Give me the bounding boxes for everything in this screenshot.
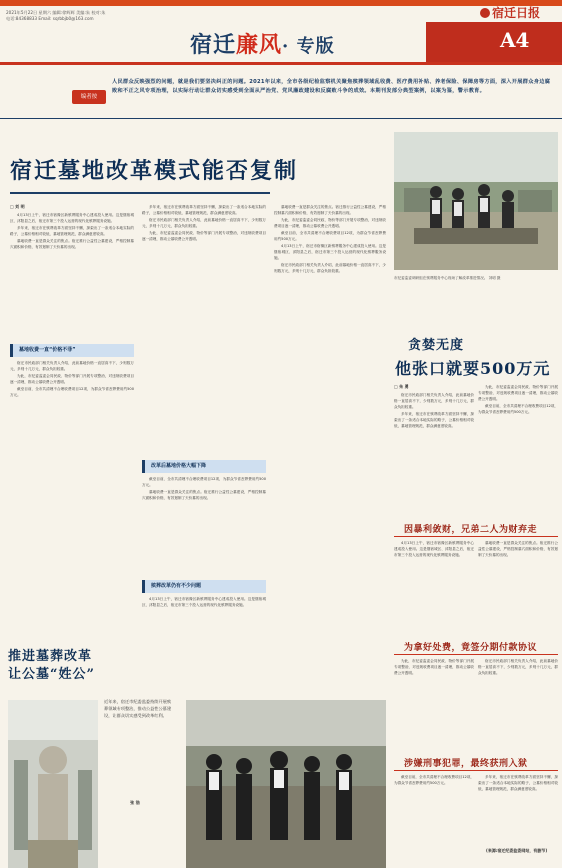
photo-cemetery-statue <box>8 700 98 868</box>
section-title <box>190 28 335 58</box>
story2-paragraph: 多年来，宿迁市在殡葬改革方面坚持不懈，探索出了一条适合本地实际的路子，公墓价格相对较低，墓地管理规范，群众满意度较高。 <box>478 775 558 791</box>
story2-column-5 <box>394 658 474 742</box>
intro-divider <box>0 118 562 119</box>
story1-paragraph: 为此，市纪委监委会同民政、物价等部门开展专项整治，对违规收费项目逐一清理，推动公墓收费公开透明。 <box>274 218 386 228</box>
section-c-rule <box>394 770 558 771</box>
editor-note <box>72 78 552 118</box>
logo-icon <box>480 8 490 18</box>
story2-paragraph: 宿迁市民政部门相关负责人介绍，此前墓地价格一直居高不下，少则数万元，多则十几万元，群众负担较重。 <box>394 393 474 409</box>
photo-officials-inspection <box>186 700 386 868</box>
editor-note-text: 人民群众反映强烈的问题，就是我们要坚决纠正的问题。2021年以来，全市各级纪检监察机关聚焦殡葬领域乱收费、医疗费用补贴、养老保险、保障房等方面，深入开展群众身边腐败和不正之风专项治理，以实际行动让群众切实感受到全面从严治党、党风廉政建设和反腐败斗争的成效。本期刊发部分典型案例，以案为鉴，警示教育。 <box>112 79 551 94</box>
feature-side-text: 近年来，宿迁市纪委监委持续开展殡葬领域专项整治，推动公益性公墓建设，让群众切实感受到改革红利。 <box>104 699 172 718</box>
headline-rule <box>10 192 270 194</box>
story1-paragraph: 多年来，宿迁市在殡葬改革方面坚持不懈，探索出了一条适合本地实际的路子，公墓价格相对较低，墓地管理规范，群众满意度较高。 <box>142 205 266 215</box>
story2-section-b: 为拿好处费，竟签分期付款协议 <box>404 643 538 653</box>
story1-paragraph: 宿迁市民政部门相关负责人介绍，此前墓地价格一直居高不下，少则数万元，多则十几万元，群众负担较重。 <box>10 361 134 371</box>
story1-byline: □ 刘 明 <box>10 204 25 209</box>
story2-section-a: 因暴利敛财，兄弟二人为财弃走 <box>404 525 538 535</box>
section-title-part1: 宿迁 <box>190 32 237 58</box>
masthead-stripe <box>0 0 562 6</box>
story2-column-1 <box>394 384 474 520</box>
feature-title-line2: 让公墓“姓公” <box>8 667 95 682</box>
story1-paragraph: 为此，市纪委监委会同民政、物价等部门开展专项整治，对违规收费项目逐一清理，推动公墓收费公开透明。 <box>142 231 266 241</box>
editor-note-tag: 编者按 <box>72 90 106 104</box>
story1-column-2b <box>142 476 266 560</box>
story2-column-6 <box>478 658 558 742</box>
masthead <box>0 0 562 62</box>
story1-subhead-2: 改革后墓地价格大幅下降 <box>142 460 266 473</box>
story2-column-4 <box>478 540 558 636</box>
feature-title-line1: 推进墓葬改革 <box>8 649 93 664</box>
story1-column-2c <box>142 596 266 642</box>
story1-paragraph: 宿迁市民政部门相关负责人介绍，此前墓地价格一直居高不下，少则数万元，多则十几万元，群众负担较重。 <box>274 263 386 273</box>
section-title-part3: · 专版 <box>282 36 335 57</box>
story1-paragraph: 宿迁市民政部门相关负责人介绍，此前墓地价格一直居高不下，少则数万元，多则十几万元，群众负担较重。 <box>142 218 266 228</box>
story2-byline: □ 朱 勇 <box>394 384 409 389</box>
story2-column-3 <box>394 540 474 636</box>
feature-photo <box>8 700 98 868</box>
masthead-rule <box>0 62 562 65</box>
section-a-rule <box>394 536 558 537</box>
story1-subhead-1: 墓地收费一直“价格不菲” <box>10 344 134 357</box>
story1-paragraph: 墓地收费一直是群众关注的焦点。宿迁推行公益性公墓建设，严格控制墓穴面积和价格，有效遏制了天价墓的出现。 <box>274 205 386 215</box>
feature-author: 张 浩 <box>130 800 140 805</box>
page-number: A4 <box>500 28 530 52</box>
main-headline: 宿迁墓地改革模式能否复制 <box>10 159 299 184</box>
story2-paragraph: 4月13日上午，宿迁市宿豫区新殡葬服务中心建成投入使用。这是继宿城区、沭阳县之后，宿迁市第三个投入运营的现代化殡葬服务设施。 <box>394 541 474 557</box>
story2-paragraph: 多年来，宿迁市在殡葬改革方面坚持不懈，探索出了一条适合本地实际的路子，公墓价格相对较低，墓地管理规范，群众满意度较高。 <box>394 412 474 428</box>
story1-paragraph: 墓地收费一直是群众关注的焦点。宿迁推行公益性公墓建设，严格控制墓穴面积和价格，有效遏制了天价墓的出现。 <box>142 490 266 500</box>
logo-text: 宿迁日报 <box>492 6 541 20</box>
story1-photo <box>394 132 558 270</box>
story1-photo-caption <box>394 276 558 281</box>
story1-paragraph: 为此，市纪委监委会同民政、物价等部门开展专项整治，对违规收费项目逐一清理，推动公墓收费公开透明。 <box>10 374 134 384</box>
story1-photo-2 <box>186 700 386 868</box>
story1-column-1 <box>10 204 134 338</box>
story1-paragraph: 多年来，宿迁市在殡葬改革方面坚持不懈，探索出了一条适合本地实际的路子，公墓价格相对较低，墓地管理规范，群众满意度较高。 <box>10 226 134 236</box>
story1-paragraph: 4月13日上午，宿迁市宿豫区新殡葬服务中心建成投入使用。这是继宿城区、沭阳县之后，宿迁市第三个投入运营的现代化殡葬服务设施。 <box>142 597 266 607</box>
page-number-bar <box>426 22 562 62</box>
masthead-date: 2021年5月22日 星期六 编辑:徐辉辉 美编:朱 校对:朱 <box>6 10 106 15</box>
story2-column-7 <box>394 774 474 844</box>
story2-paragraph: 为此，市纪委监委会同民政、物价等部门开展专项整治，对违规收费项目逐一清理，推动公墓收费公开透明。 <box>478 385 558 401</box>
masthead-meta <box>6 10 136 22</box>
story1-column-3 <box>274 204 386 640</box>
section-b-rule <box>394 654 558 655</box>
photo-caption-text: 市纪委监委调研组在殡葬服务中心现场了解改革推进情况。 <box>394 276 488 280</box>
story1-subhead-3: 殡葬改革仍有不少问题 <box>142 580 266 593</box>
story1-paragraph: 4月13日上午，宿迁市宿豫区新殡葬服务中心建成投入使用。这是继宿城区、沭阳县之后，宿迁市第三个投入运营的现代化殡葬服务设施。 <box>10 213 134 223</box>
story1-column-2 <box>142 204 266 454</box>
story2-section-c: 涉嫌刑事犯罪，最终获刑入狱 <box>404 759 528 769</box>
story1-paragraph: 墓地收费一直是群众关注的焦点。宿迁推行公益性公墓建设，严格控制墓穴面积和价格，有效遏制了天价墓的出现。 <box>10 239 134 249</box>
masthead-contact: 电话:84368833 Email: sqrbbjb0@163.com <box>6 16 94 21</box>
story1-paragraph: 截至目前，全市共清理不合理收费项目12项，为群众节省丧葬费用约500万元。 <box>142 477 266 487</box>
story1-paragraph: 截至目前，全市共清理不合理收费项目12项，为群众节省丧葬费用约500万元。 <box>10 387 134 397</box>
story2-paragraph: 截至目前，全市共清理不合理收费项目12项，为群众节省丧葬费用约500万元。 <box>478 404 558 414</box>
story1-paragraph: 4月13日上午，宿迁市宿豫区新殡葬服务中心建成投入使用。这是继宿城区、沭阳县之后，宿迁市第三个投入运营的现代化殡葬服务设施。 <box>274 244 386 260</box>
newspaper-logo <box>480 4 540 21</box>
story2-paragraph: 宿迁市民政部门相关负责人介绍，此前墓地价格一直居高不下，少则数万元，多则十几万元，群众负担较重。 <box>478 659 558 675</box>
feature-title <box>8 648 95 684</box>
story2-paragraph: 墓地收费一直是群众关注的焦点。宿迁推行公益性公墓建设，严格控制墓穴面积和价格，有效遏制了天价墓的出现。 <box>478 541 558 557</box>
story1-paragraph: 截至目前，全市共清理不合理收费项目12项，为群众节省丧葬费用约500万元。 <box>274 231 386 241</box>
story1-column-1b <box>10 360 134 640</box>
photo-credit: 刘明 摄 <box>488 276 501 280</box>
story2-column-8 <box>478 774 558 844</box>
photo-officials-at-cemetery <box>394 132 558 270</box>
story2-headline-line1: 贪婪无度 <box>408 338 465 353</box>
story2-paragraph: 截至目前，全市共清理不合理收费项目12项，为群众节省丧葬费用约500万元。 <box>394 775 474 785</box>
story2-source: (来源:宿迁纪委监委网站，有删节) <box>486 848 548 853</box>
section-title-part2: 廉风 <box>236 32 283 58</box>
story2-paragraph: 为此，市纪委监委会同民政、物价等部门开展专项整治，对违规收费项目逐一清理，推动公墓收费公开透明。 <box>394 659 474 675</box>
story2-headline-line2: 他张口就要500万元 <box>395 359 551 378</box>
story2-column-2 <box>478 384 558 520</box>
